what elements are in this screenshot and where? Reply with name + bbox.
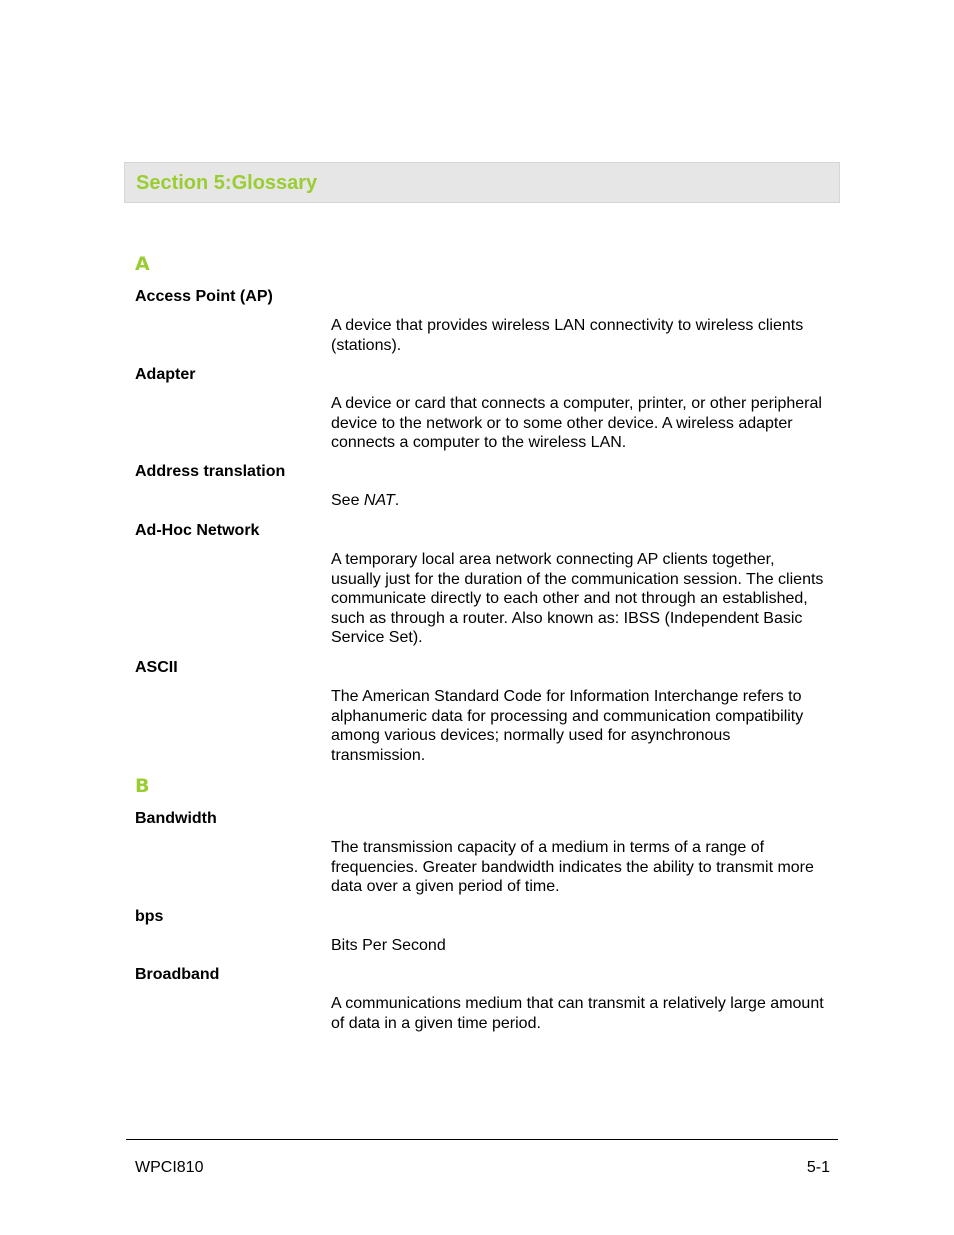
nat-reference: NAT	[363, 492, 395, 509]
letter-heading-b: B	[135, 775, 150, 797]
term-address-translation: Address translation	[135, 463, 286, 480]
definition-broadband: A communications medium that can transmit a relatively large amount of data in a given time period.	[331, 995, 824, 1032]
definition-ascii: The American Standard Code for Information Interchange refers to alphanumeric data for processing and communication compatibility among various devices; normally used for asynchronous transmission.	[331, 688, 804, 764]
footer-divider	[126, 1139, 838, 1140]
letter-heading-a: A	[135, 253, 150, 275]
term-broadband: Broadband	[135, 966, 220, 983]
section-title: Section 5:Glossary	[136, 172, 318, 194]
definition-prefix: See	[331, 492, 364, 509]
term-ascii: ASCII	[135, 659, 178, 676]
definition-suffix: .	[394, 492, 400, 509]
footer-model: WPCI810	[135, 1159, 204, 1176]
term-bps: bps	[135, 908, 164, 925]
definition-access-point: A device that provides wireless LAN connectivity to wireless clients (stations).	[331, 317, 804, 354]
section-header-bar	[124, 162, 840, 203]
term-adapter: Adapter	[135, 366, 196, 383]
term-ad-hoc-network: Ad-Hoc Network	[135, 522, 260, 539]
definition-ad-hoc-network: A temporary local area network connecting AP clients together, usually just for the duration of the communication session. The clients communicate directly to each other and not through an established, such as through a router. Also known as: IBSS (Independent Basic Service Set).	[331, 551, 824, 647]
footer-page-number: 5-1	[806, 1159, 830, 1176]
term-bandwidth: Bandwidth	[135, 810, 217, 827]
definition-bps: Bits Per Second	[331, 937, 446, 954]
term-access-point: Access Point (AP)	[135, 288, 273, 305]
definition-adapter: A device or card that connects a computer, printer, or other peripheral device to the network or to some other device. A wireless adapter connects a computer to the wireless LAN.	[331, 395, 822, 452]
definition-bandwidth: The transmission capacity of a medium in terms of a range of frequencies. Greater bandwidth indicates the ability to transmit more data over a given period of time.	[331, 839, 814, 896]
definition-address-translation	[331, 491, 826, 511]
